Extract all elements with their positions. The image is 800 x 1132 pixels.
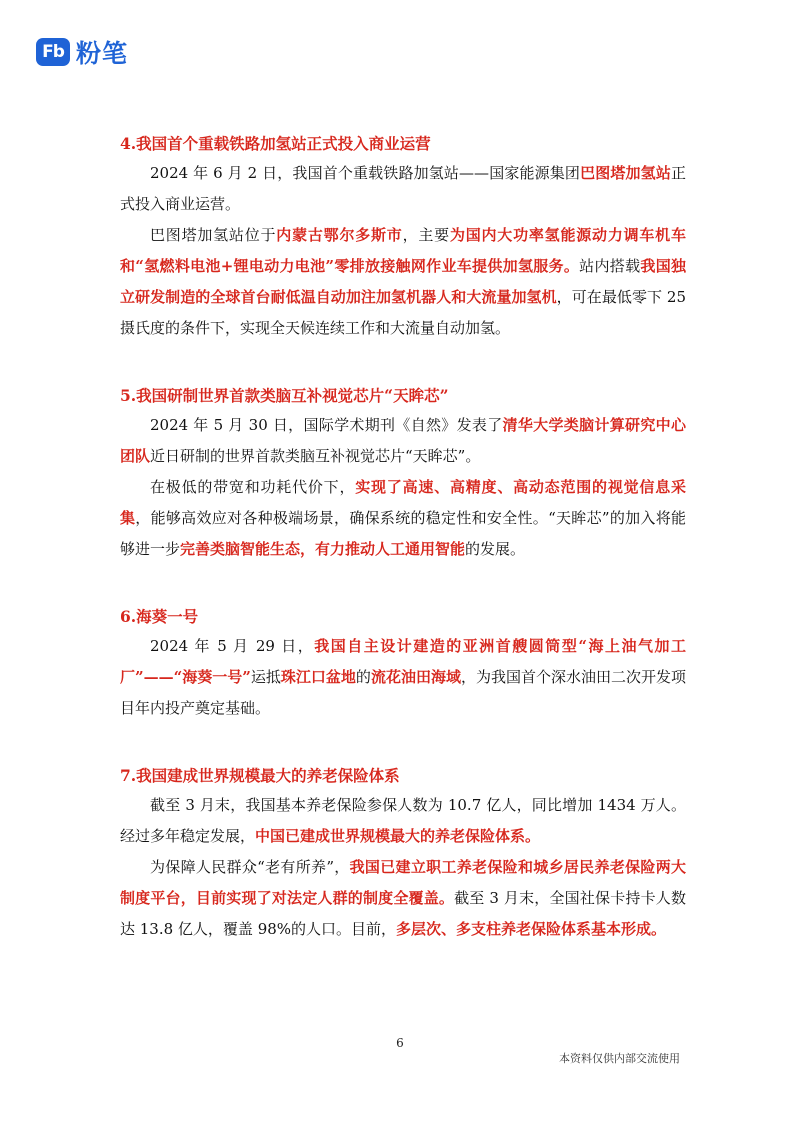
- brand-name: 粉笔: [76, 39, 129, 68]
- highlighted-text: 我国独立研发制造的全球首台耐低温自动加注加氢机器人和大流量加氢机: [120, 257, 686, 306]
- text-run: 截至 3 月末，我国基本养老保险参保人数为 10.7 亿人，同比增加 1434 万人。经过多年稳定发展，: [120, 796, 686, 845]
- highlighted-text: 我国自主设计建造的亚洲首艘圆筒型“海上油气加工厂”——“海葵一号”: [120, 637, 686, 686]
- body-paragraph: [120, 410, 686, 472]
- text-run: ，可在最低零下 25 摄氏度的条件下，实现全天候连续工作和大流量自动加氢。: [120, 288, 686, 337]
- section-heading: 5.我国研制世界首款类脑互补视觉芯片“天眸芯”: [120, 386, 449, 405]
- highlighted-text: 中国已建成世界规模最大的养老保险体系。: [255, 827, 541, 845]
- body-paragraph: [120, 790, 686, 852]
- document-body: [120, 130, 686, 983]
- highlighted-text: 我国已建立职工养老保险和城乡居民养老保险两大制度平台，目前实现了对法定人群的制度全覆盖。: [120, 858, 686, 907]
- text-run: 截至 3 月末，全国社保卡持卡人数达 13.8 亿人，覆盖 98%的人口。目前，: [120, 889, 686, 938]
- text-run: 的发展。: [465, 540, 526, 558]
- text-run: 巴图塔加氢站位于: [150, 226, 277, 244]
- logo-mark-icon: Fb: [36, 38, 70, 66]
- highlighted-text: 为国内大功率氢能源动力调车机车和“氢燃料电池+锂电动力电池”零排放接触网作业车提供加氢服务。: [120, 226, 686, 275]
- news-section: [120, 382, 686, 565]
- section-heading: 6.海葵一号: [120, 607, 199, 626]
- text-run: ，能够高效应对各种极端场景，确保系统的稳定性和安全性。“天眸芯”的加入将能够进一步: [120, 509, 686, 558]
- news-section: [120, 603, 686, 724]
- text-run: 正式投入商业运营。: [120, 164, 686, 213]
- body-paragraph: [120, 852, 686, 945]
- text-run: 近日研制的世界首款类脑互补视觉芯片“天眸芯”。: [150, 447, 481, 465]
- news-section: [120, 130, 686, 344]
- highlighted-text: 完善类脑智能生态，有力推动人工通用智能: [180, 540, 466, 558]
- brand-logo: [36, 34, 128, 70]
- footer-note: 本资料仅供内部交流使用: [559, 1052, 680, 1065]
- text-run: 2024 年 6 月 2 日，我国首个重载铁路加氢站——国家能源集团: [150, 164, 581, 182]
- text-run: 2024 年 5 月 30 日，国际学术期刊《自然》发表了: [150, 416, 503, 434]
- body-paragraph: [120, 220, 686, 344]
- highlighted-text: 实现了高速、高精度、高动态范围的视觉信息采集: [120, 478, 686, 527]
- highlighted-text: 流花油田海域: [370, 668, 461, 686]
- text-run: 在极低的带宽和功耗代价下，: [150, 478, 356, 496]
- body-paragraph: [120, 472, 686, 565]
- section-heading: 7.我国建成世界规模最大的养老保险体系: [120, 766, 400, 785]
- page-number: 6: [396, 1036, 404, 1050]
- highlighted-text: 珠江口盆地: [280, 668, 356, 686]
- text-run: ，主要: [402, 226, 450, 244]
- section-heading: 4.我国首个重载铁路加氢站正式投入商业运营: [120, 134, 431, 153]
- highlighted-text: 巴图塔加氢站: [580, 164, 671, 182]
- text-run: 2024 年 5 月 29 日，: [150, 637, 315, 655]
- highlighted-text: 清华大学类脑计算研究中心团队: [120, 416, 686, 465]
- text-run: 的: [355, 668, 371, 686]
- body-paragraph: [120, 631, 686, 724]
- text-run: ，为我国首个深水油田二次开发项目年内投产奠定基础。: [120, 668, 686, 717]
- body-paragraph: [120, 158, 686, 220]
- highlighted-text: 内蒙古鄂尔多斯市: [276, 226, 403, 244]
- text-run: 运抵: [250, 668, 281, 686]
- text-run: 为保障人民群众“老有所养”，: [150, 858, 350, 876]
- news-section: [120, 762, 686, 945]
- highlighted-text: 多层次、多支柱养老保险体系基本形成。: [396, 920, 667, 938]
- text-run: 站内搭载: [579, 257, 641, 275]
